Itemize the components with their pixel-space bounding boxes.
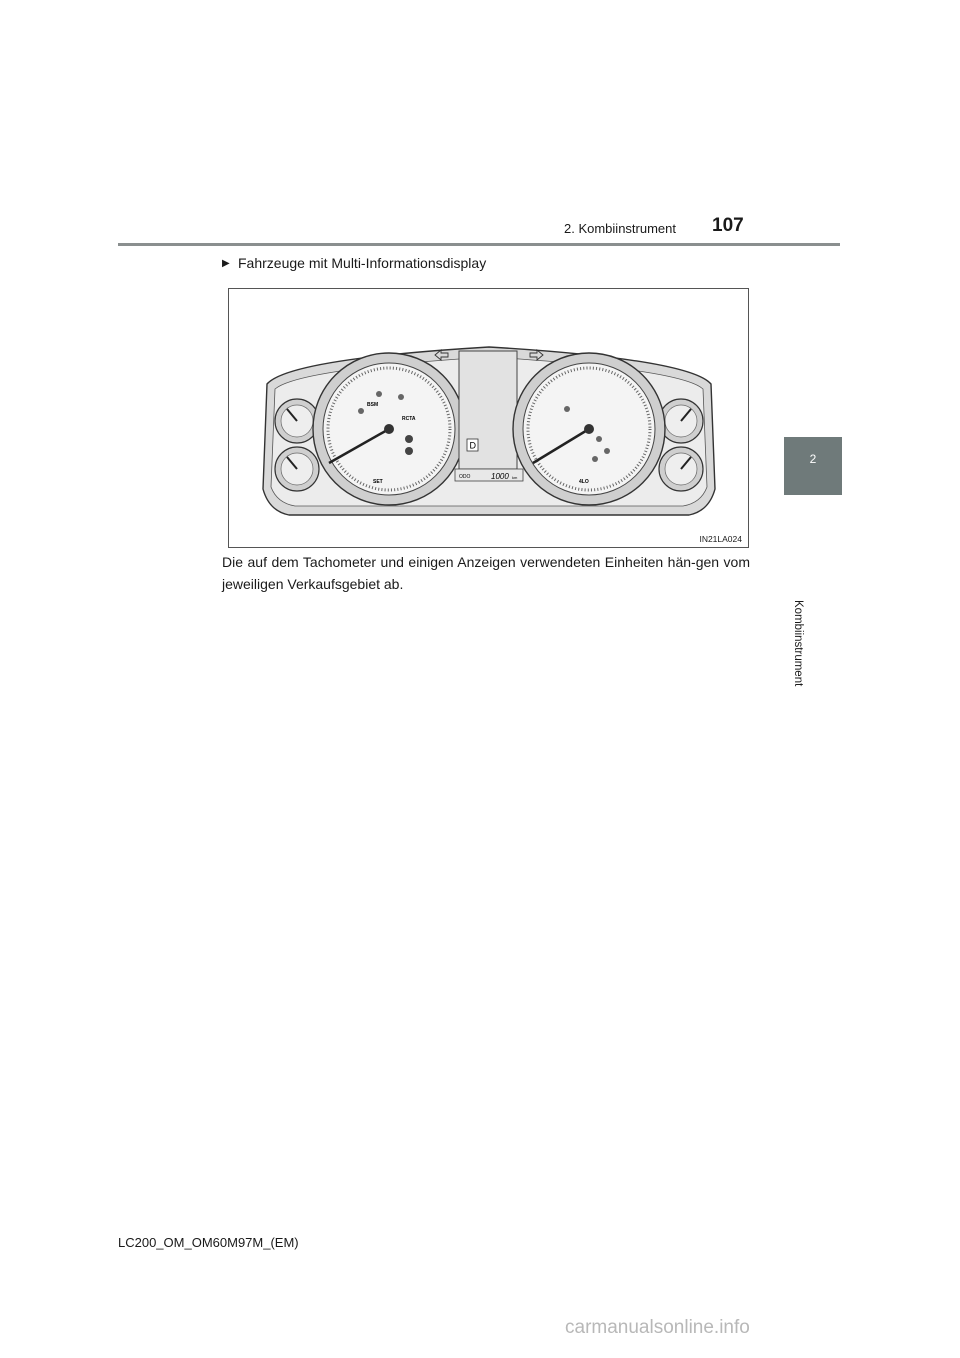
gear-indicator: D <box>469 440 476 451</box>
chapter-label: Kombiinstrument <box>792 600 804 687</box>
small-gauge-bottom-left <box>275 447 319 491</box>
chapter-tab <box>784 437 842 495</box>
subheading: Fahrzeuge mit Multi-Informationsdisplay <box>238 255 487 271</box>
section-title: 2. Kombiinstrument <box>564 221 676 236</box>
tachometer-gauge <box>313 353 465 505</box>
brake-lamp-icon <box>405 447 413 455</box>
bullet-arrow-icon: ▶ <box>222 258 230 269</box>
odometer-unit: km <box>512 475 518 480</box>
body-paragraph: Die auf dem Tachometer und einigen Anzeigen verwendeten Einheiten hän-gen vom jeweiligen Verkaufsgebiet ab. <box>222 554 750 592</box>
small-gauge-top-left <box>275 399 319 443</box>
bsm-label: BSM <box>367 402 379 408</box>
rcta-label: RCTA <box>402 416 416 422</box>
warning-lamp-icon <box>405 435 413 443</box>
instrument-cluster-figure <box>228 288 749 548</box>
odometer-value: 1000 <box>491 472 509 481</box>
footer-doc-code: LC200_OM_OM60M97M_(EM) <box>118 1235 299 1250</box>
small-gauge-top-right <box>659 399 703 443</box>
4lo-label: 4LO <box>579 479 589 485</box>
indicator-lamp-icon <box>376 391 382 397</box>
indicator-lamp-icon <box>358 408 364 414</box>
small-gauge-bottom-right <box>659 447 703 491</box>
watermark: carmanualsonline.info <box>565 1317 750 1338</box>
odometer-label: ODO <box>459 474 471 480</box>
figure-code: IN21LA024 <box>699 534 742 544</box>
indicator-lamp-icon <box>398 394 404 400</box>
set-label: SET <box>373 479 383 485</box>
header-rule <box>118 243 840 246</box>
indicator-lamp-icon <box>596 436 602 442</box>
multi-information-display <box>455 351 523 481</box>
chapter-number: 2 <box>809 452 817 466</box>
page-number: 107 <box>712 215 744 236</box>
instrument-cluster-illustration <box>229 289 748 547</box>
indicator-lamp-icon <box>564 406 570 412</box>
indicator-lamp-icon <box>604 448 610 454</box>
indicator-lamp-icon <box>592 456 598 462</box>
speedometer-gauge <box>513 353 665 505</box>
